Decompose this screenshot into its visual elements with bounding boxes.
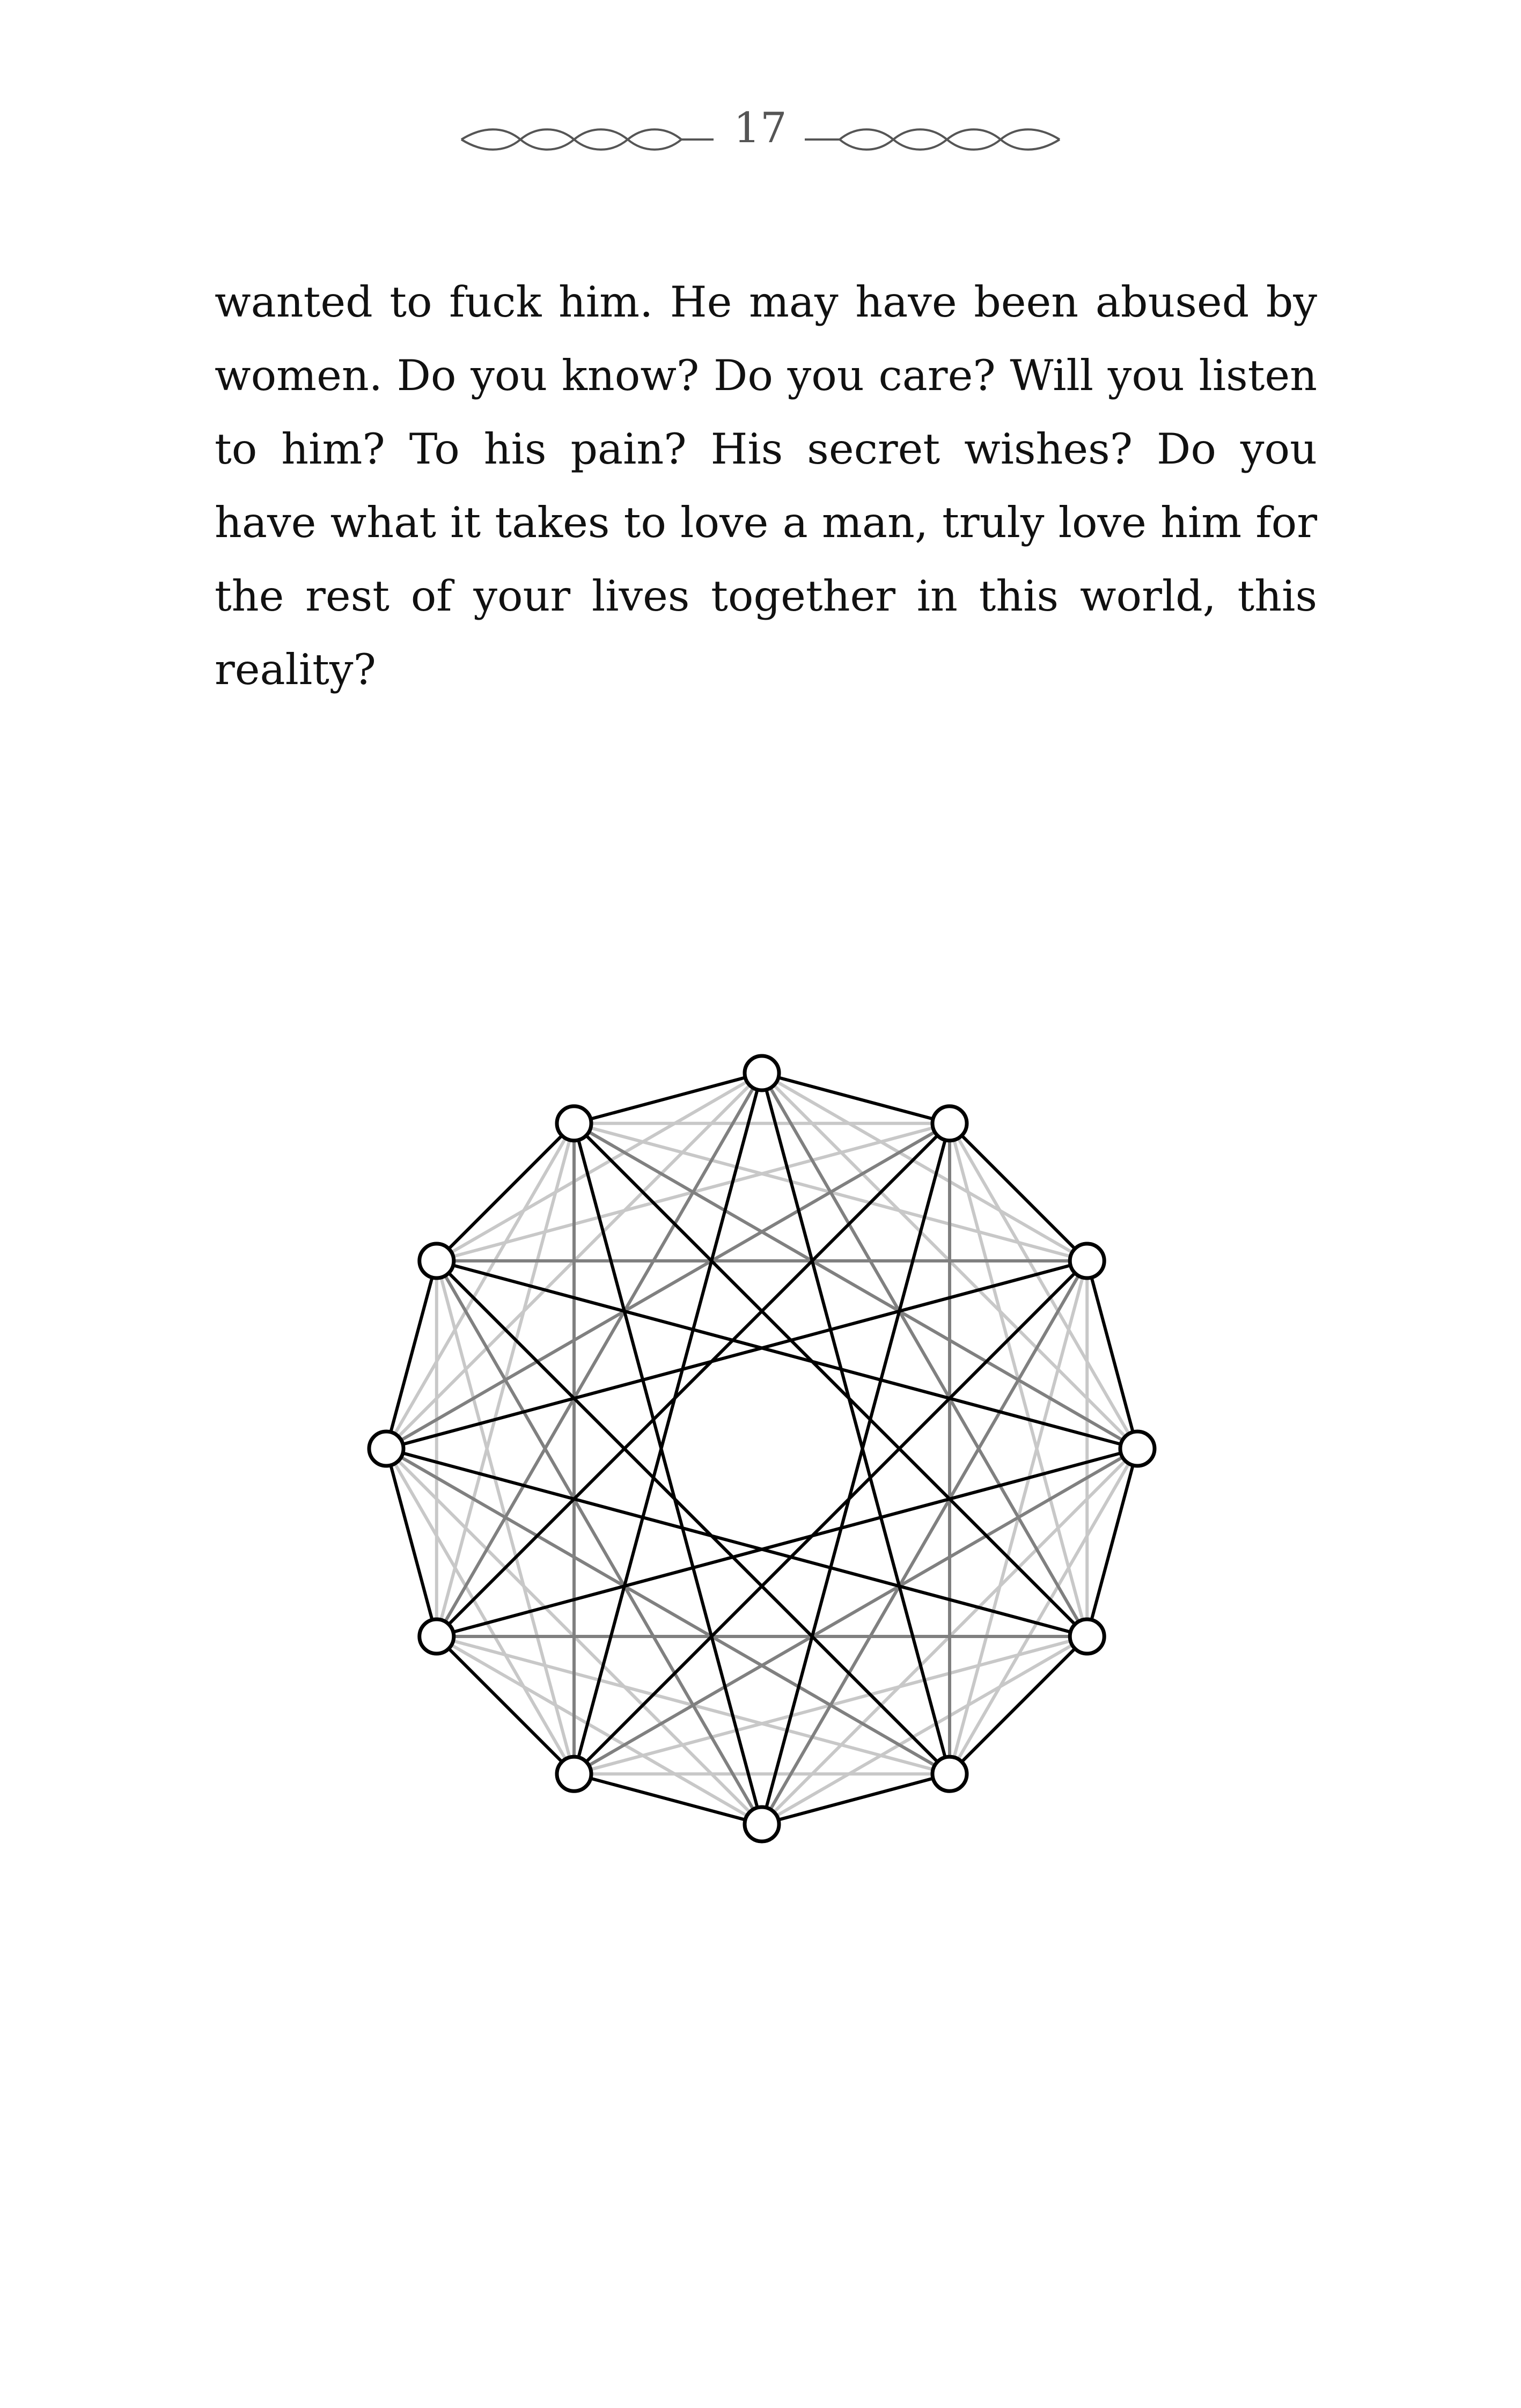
body-paragraph: wanted to fuck him. He may have been abused by women. Do you know? Do you care? Will you listen to him? To his pain? His secret wishes? Do you have what it takes to love a man, truly love him for the rest of your lives together in this world, this reality?	[215, 277, 1317, 694]
chord-group-skip-1	[386, 1073, 1137, 1824]
node-circle-9	[420, 1619, 454, 1654]
node-circle-7	[745, 1807, 779, 1841]
page-number: 17	[733, 104, 787, 152]
node-circle-3	[1070, 1244, 1104, 1278]
chord-group-skip-2	[386, 1073, 1137, 1824]
chord-line	[386, 1124, 574, 1449]
chord-line	[437, 1073, 762, 1636]
chord-line	[437, 1073, 762, 1261]
chord-line	[437, 1261, 950, 1774]
chord-line	[762, 1073, 1087, 1636]
chord-line	[437, 1124, 950, 1636]
chord-line	[1087, 1449, 1137, 1636]
node-circle-12	[557, 1106, 591, 1141]
node-circle-8	[557, 1757, 591, 1791]
chord-group-skip-4	[386, 1073, 1137, 1824]
dodecagon-star-diagram	[322, 1009, 1202, 1889]
node-circle-11	[420, 1244, 454, 1278]
node-circle-2	[932, 1106, 967, 1141]
node-circle-4	[1120, 1431, 1155, 1466]
chord-line	[386, 1449, 950, 1774]
chord-line	[437, 1261, 762, 1824]
chord-line	[386, 1449, 437, 1636]
chord-line	[574, 1124, 1137, 1449]
node-circle-6	[932, 1757, 967, 1791]
chord-line	[762, 1073, 950, 1124]
chord-line	[574, 1073, 762, 1124]
chord-line	[762, 1073, 1087, 1261]
chord-group-skip-3	[386, 1073, 1137, 1824]
chord-line	[574, 1261, 1087, 1774]
chord-line	[574, 1774, 762, 1824]
chord-group-skip-5	[386, 1073, 1137, 1824]
chord-line	[762, 1774, 950, 1824]
chord-line	[386, 1124, 950, 1449]
chord-line	[437, 1636, 762, 1824]
node-circle-1	[745, 1056, 779, 1090]
chord-line	[574, 1124, 1087, 1636]
chord-line	[950, 1449, 1137, 1774]
chord-line	[950, 1124, 1137, 1449]
chord-line	[574, 1449, 1137, 1774]
chord-line	[386, 1449, 574, 1774]
node-circle-5	[1070, 1619, 1104, 1654]
chord-line	[1087, 1261, 1137, 1449]
chord-line	[762, 1261, 1087, 1824]
node-circle-10	[369, 1431, 403, 1466]
chord-line	[386, 1261, 437, 1449]
chord-line	[762, 1636, 1087, 1824]
